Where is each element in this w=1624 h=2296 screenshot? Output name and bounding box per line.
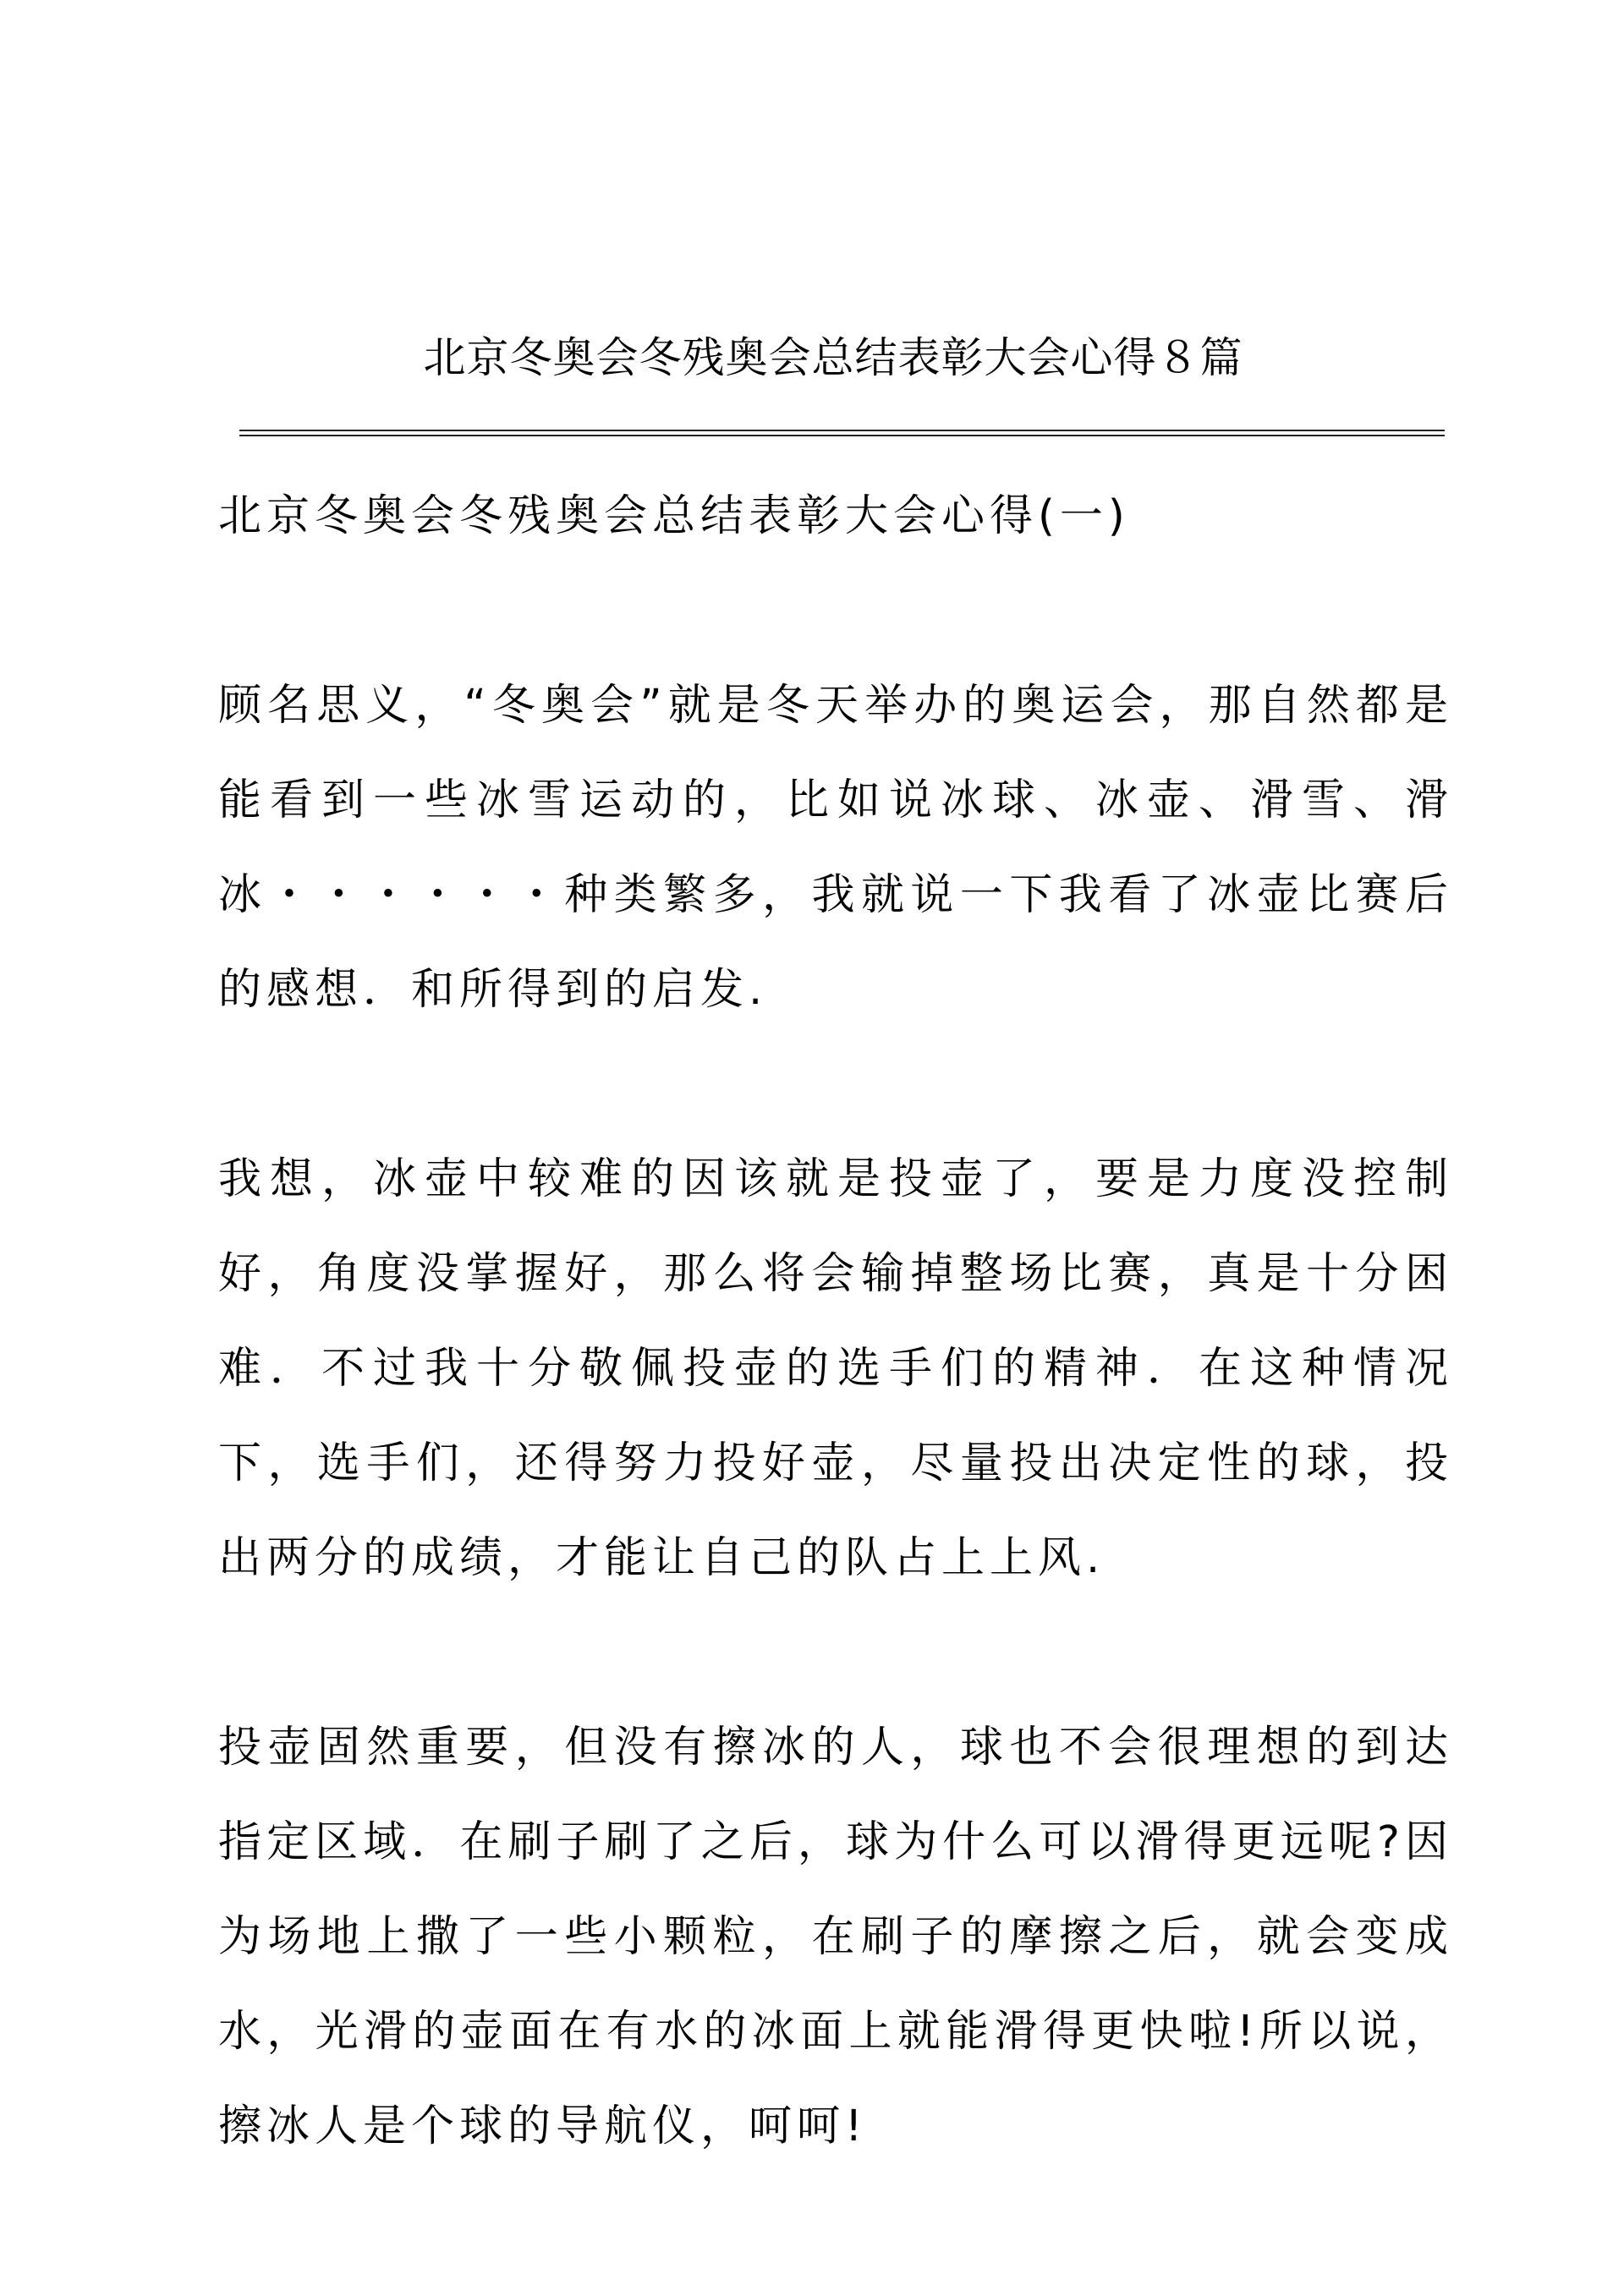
paragraph-3: 投壶固然重要，但没有擦冰的人，球也不会很理想的到达指定区域．在刷子刷了之后，球为什么可以滑得更远呢?因为场地上撒了一些小颗粒，在刷子的摩擦之后，就会变成水，光滑的壶面在有水的冰面上就能滑得更快啦!所以说，擦冰人是个球的导航仪，呵呵! [218, 1723, 1453, 2151]
paragraph-2: 我想，冰壶中较难的因该就是投壶了，要是力度没控制好，角度没掌握好，那么将会输掉整场比赛，真是十分困难．不过我十分敬佩投壶的选手们的精神．在这种情况下，选手们，还得努力投好壶，尽量投出决定性的球，投出两分的成绩，才能让自己的队占上上风. [218, 1154, 1453, 1583]
document-title: 北京冬奥会冬残奥会总结表彰大会心得８篇 [423, 333, 1243, 382]
paragraph-1: 顾名思义，“冬奥会”就是冬天举办的奥运会，那自然都是能看到一些冰雪运动的，比如说冰球、冰壶、滑雪、滑冰・・・・・・种类繁多，我就说一下我看了冰壶比赛后的感想．和所得到的启发. [218, 681, 1453, 1015]
document-body [218, 469, 1453, 2174]
title-double-rule [239, 430, 1445, 436]
section-heading: 北京冬奥会冬残奥会总结表彰大会心得(一) [218, 491, 1130, 541]
